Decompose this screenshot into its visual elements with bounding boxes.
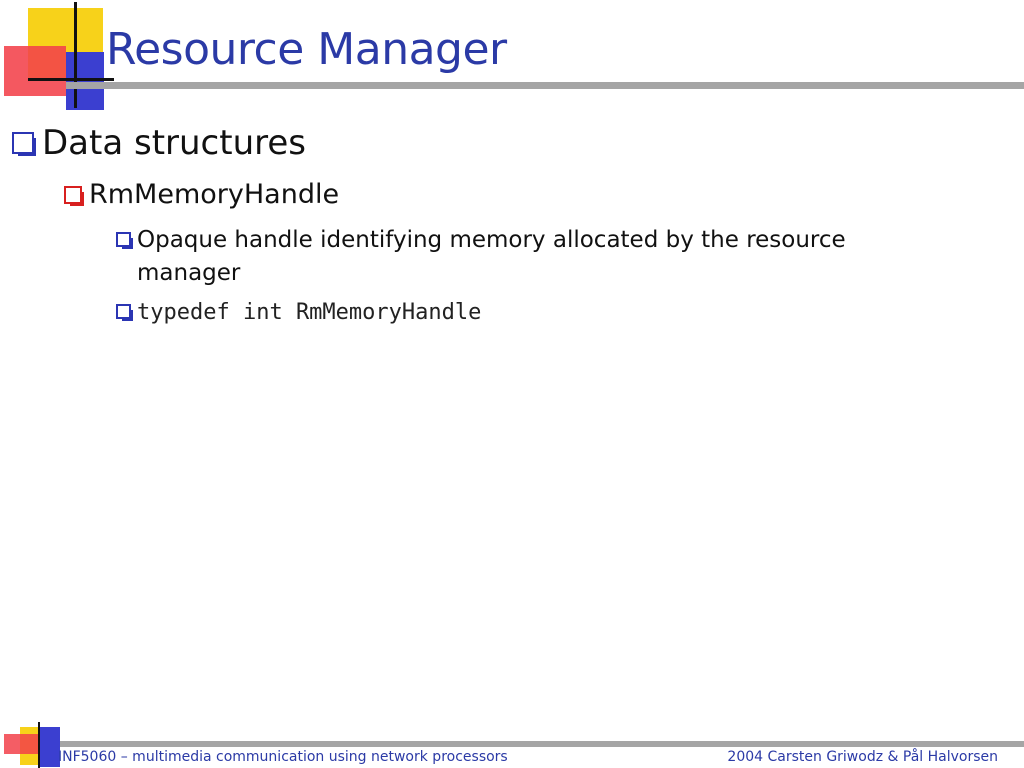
bullet-level3-text: Opaque handle identifying memory allocated by the resource manager (137, 227, 846, 286)
bullet-box-icon (12, 132, 34, 154)
bullet-box-icon (116, 232, 131, 247)
logo-vertical-line (74, 2, 77, 108)
footer-divider (40, 741, 1024, 747)
footer-authors: 2004 Carsten Griwodz & Pål Halvorsen (727, 749, 998, 765)
bullet-level3-item (116, 224, 916, 290)
logo-square-blue (66, 52, 104, 110)
footer-logo-blue (38, 727, 60, 767)
logo-horizontal-line (28, 78, 114, 81)
title-divider (66, 82, 1024, 89)
logo-square-red (4, 46, 66, 96)
slide-title: Resource Manager (106, 24, 507, 75)
footer-logo-red (4, 734, 38, 754)
footer-course: INF5060 – multimedia communication using network processors (58, 749, 508, 765)
bullet-box-icon (116, 304, 131, 319)
bullet-level2-text: RmMemoryHandle (89, 179, 340, 210)
bullet-box-icon (64, 186, 82, 204)
bullet-level1-text: Data structures (42, 123, 306, 163)
bullet-level2 (64, 177, 339, 213)
bullet-level1 (12, 122, 306, 164)
bullet-level3-code: typedef int RmMemoryHandle (137, 300, 482, 325)
footer-logo-line (38, 722, 40, 768)
bullet-level3-item (116, 296, 481, 329)
